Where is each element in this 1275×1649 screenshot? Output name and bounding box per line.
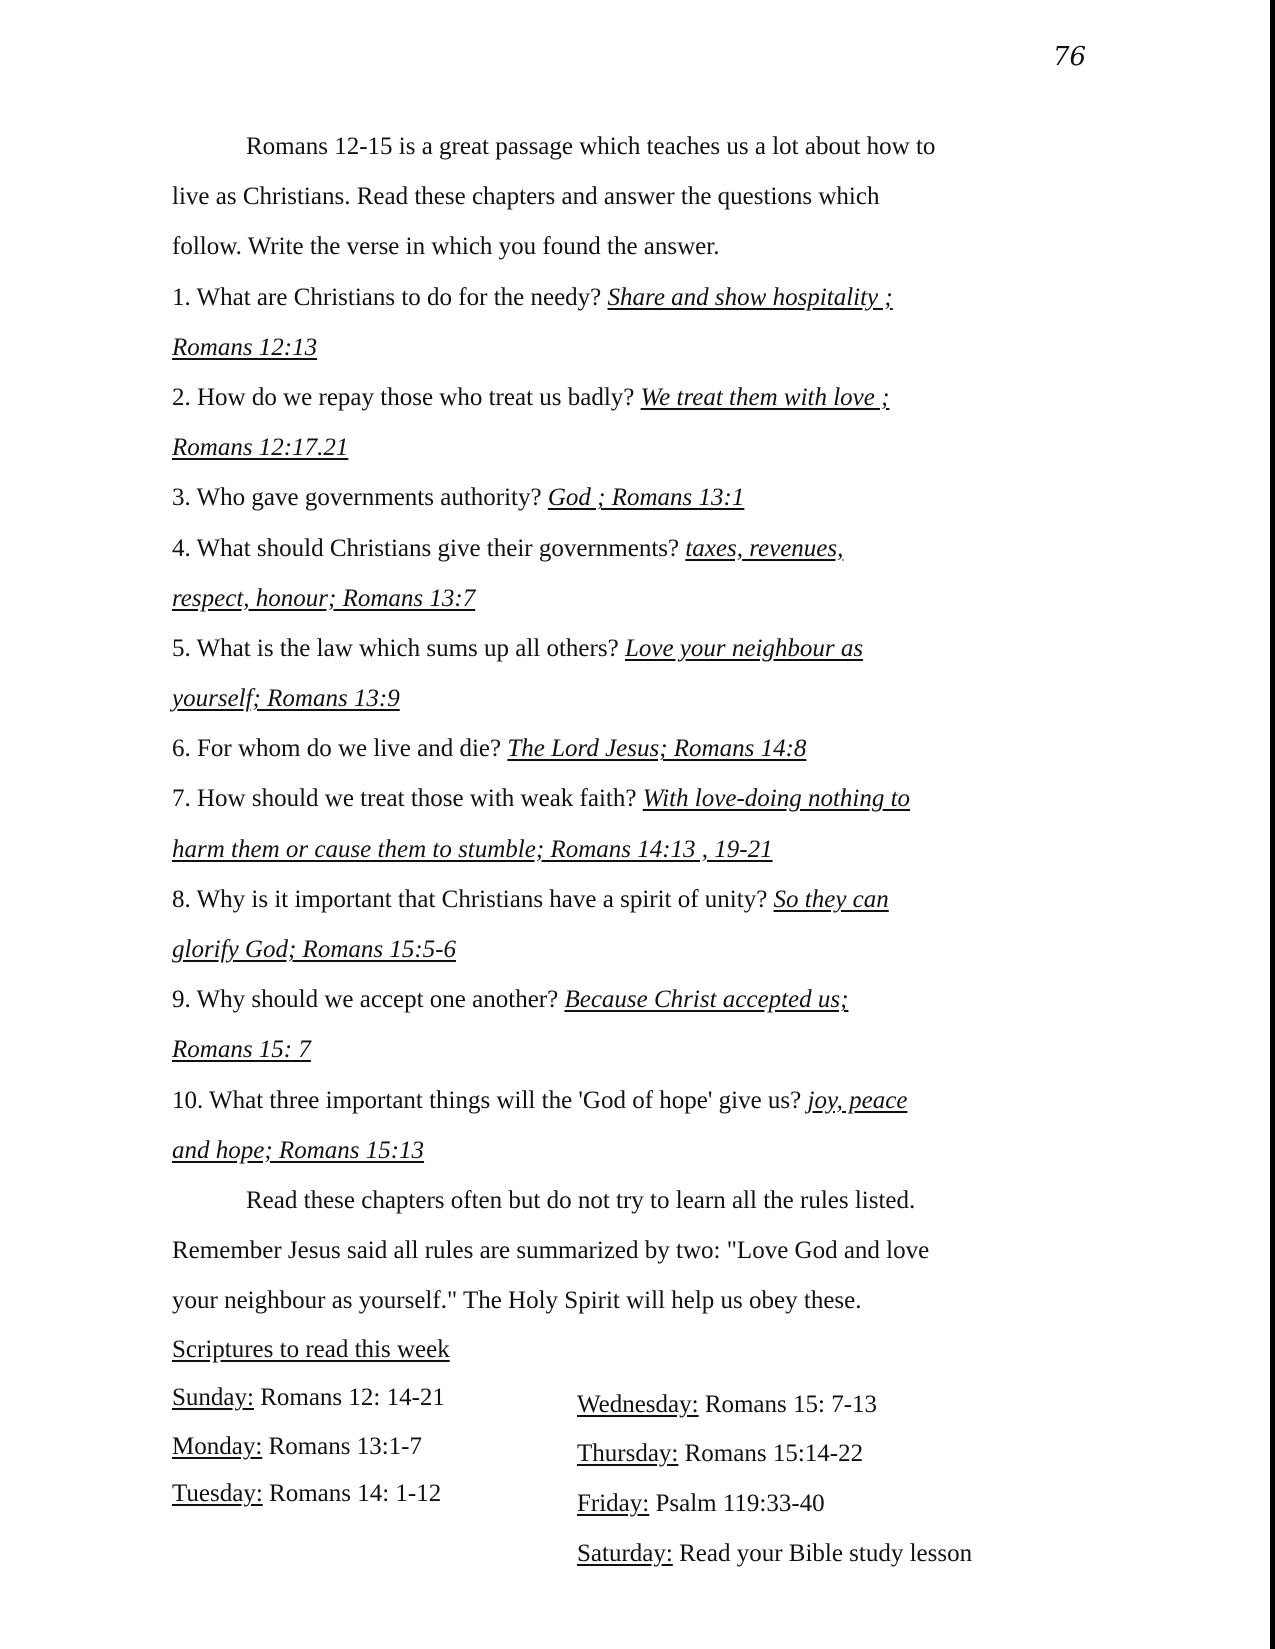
- answer-text: and hope; Romans 15:13: [172, 1136, 425, 1164]
- question-7-cont: [172, 825, 1092, 875]
- page-number: 76: [1053, 42, 1087, 72]
- question-text: 2. How do we repay those who treat us badly?: [172, 383, 635, 411]
- answer-text: With love-doing nothing to: [642, 785, 911, 813]
- answer-text: Romans 12:17.21: [172, 434, 349, 462]
- answer-text: respect, honour; Romans 13:7: [172, 584, 476, 612]
- day-label: Friday:: [577, 1490, 650, 1517]
- intro-line-2: live as Christians. Read these chapters and answer the questions which: [172, 183, 880, 211]
- question-5-cont: [172, 674, 1092, 724]
- answer-text: yourself; Romans 13:9: [172, 685, 400, 713]
- closing-line-2: Remember Jesus said all rules are summarized by two: "Love God and love: [172, 1237, 930, 1265]
- reading-tuesday: [172, 1480, 441, 1508]
- question-9: [172, 975, 1092, 1025]
- question-8: [172, 875, 1092, 925]
- question-8-cont: [172, 925, 1092, 975]
- reading-reference: Romans 13:1-7: [268, 1433, 422, 1460]
- question-10: [172, 1076, 1092, 1126]
- worksheet-body: [172, 122, 1092, 1327]
- answer-text: joy, peace: [807, 1086, 908, 1114]
- question-6: [172, 724, 1092, 774]
- answer-text: Romans 15: 7: [172, 1036, 311, 1064]
- question-text: 3. Who gave governments authority?: [172, 484, 542, 512]
- question-1: [172, 273, 1092, 323]
- question-text: 1. What are Christians to do for the needy?: [172, 283, 602, 311]
- question-text: 10. What three important things will the 'God of hope' give us?: [172, 1086, 802, 1114]
- day-label: Wednesday:: [577, 1391, 699, 1418]
- reading-reference: Romans 15:14-22: [684, 1440, 864, 1467]
- question-10-cont: [172, 1126, 1092, 1176]
- reading-monday: [172, 1433, 422, 1461]
- question-3: [172, 473, 1092, 523]
- answer-text: God ; Romans 13:1: [547, 484, 745, 512]
- answer-text: taxes, revenues,: [685, 534, 844, 562]
- reading-reference: Read your Bible study lesson: [679, 1540, 973, 1567]
- question-text: 4. What should Christians give their governments?: [172, 534, 680, 562]
- reading-reference: Romans 14: 1-12: [269, 1480, 442, 1507]
- reading-thursday: [577, 1440, 863, 1468]
- answer-text: The Lord Jesus; Romans 14:8: [507, 735, 807, 763]
- reading-reference: Romans 12: 14-21: [260, 1384, 445, 1411]
- question-text: 8. Why is it important that Christians have a spirit of unity?: [172, 885, 768, 913]
- question-9-cont: [172, 1025, 1092, 1075]
- question-4: [172, 524, 1092, 574]
- answer-text: Share and show hospitality ;: [607, 283, 893, 311]
- reading-reference: Psalm 119:33-40: [655, 1490, 825, 1517]
- question-text: 7. How should we treat those with weak faith?: [172, 785, 637, 813]
- day-label: Monday:: [172, 1433, 263, 1460]
- question-text: 6. For whom do we live and die?: [172, 735, 502, 763]
- question-text: 5. What is the law which sums up all others?: [172, 634, 619, 662]
- day-label: Saturday:: [577, 1540, 673, 1567]
- day-label: Sunday:: [172, 1384, 254, 1411]
- answer-text: Love your neighbour as: [624, 634, 864, 662]
- question-4-cont: [172, 574, 1092, 624]
- reading-wednesday: [577, 1391, 877, 1419]
- question-1-cont: [172, 323, 1092, 373]
- intro-line-1: Romans 12-15 is a great passage which teaches us a lot about how to: [246, 133, 936, 160]
- day-label: Tuesday:: [172, 1480, 263, 1507]
- question-7: [172, 774, 1092, 824]
- question-text: 9. Why should we accept one another?: [172, 986, 559, 1014]
- intro-line-3: follow. Write the verse in which you found the answer.: [172, 233, 720, 261]
- reading-sunday: [172, 1384, 445, 1412]
- answer-text: Because Christ accepted us;: [564, 986, 849, 1014]
- answer-text: harm them or cause them to stumble; Romans 14:13 , 19-21: [172, 835, 773, 863]
- scriptures-heading: Scriptures to read this week: [172, 1336, 450, 1363]
- day-label: Thursday:: [577, 1440, 679, 1467]
- reading-friday: [577, 1490, 825, 1518]
- question-5: [172, 624, 1092, 674]
- closing-line-1: Read these chapters often but do not try to learn all the rules listed.: [246, 1186, 916, 1214]
- answer-text: So they can: [773, 885, 889, 913]
- answer-text: Romans 12:13: [172, 333, 318, 361]
- answer-text: glorify God; Romans 15:5-6: [172, 936, 456, 963]
- closing-line-3: your neighbour as yourself." The Holy Spirit will help us obey these.: [172, 1287, 862, 1315]
- question-2: [172, 373, 1092, 423]
- reading-reference: Romans 15: 7-13: [704, 1391, 878, 1418]
- reading-saturday: [577, 1540, 972, 1568]
- question-2-cont: [172, 423, 1092, 473]
- page-edge-border: [1270, 0, 1275, 1649]
- answer-text: We treat them with love ;: [640, 383, 890, 411]
